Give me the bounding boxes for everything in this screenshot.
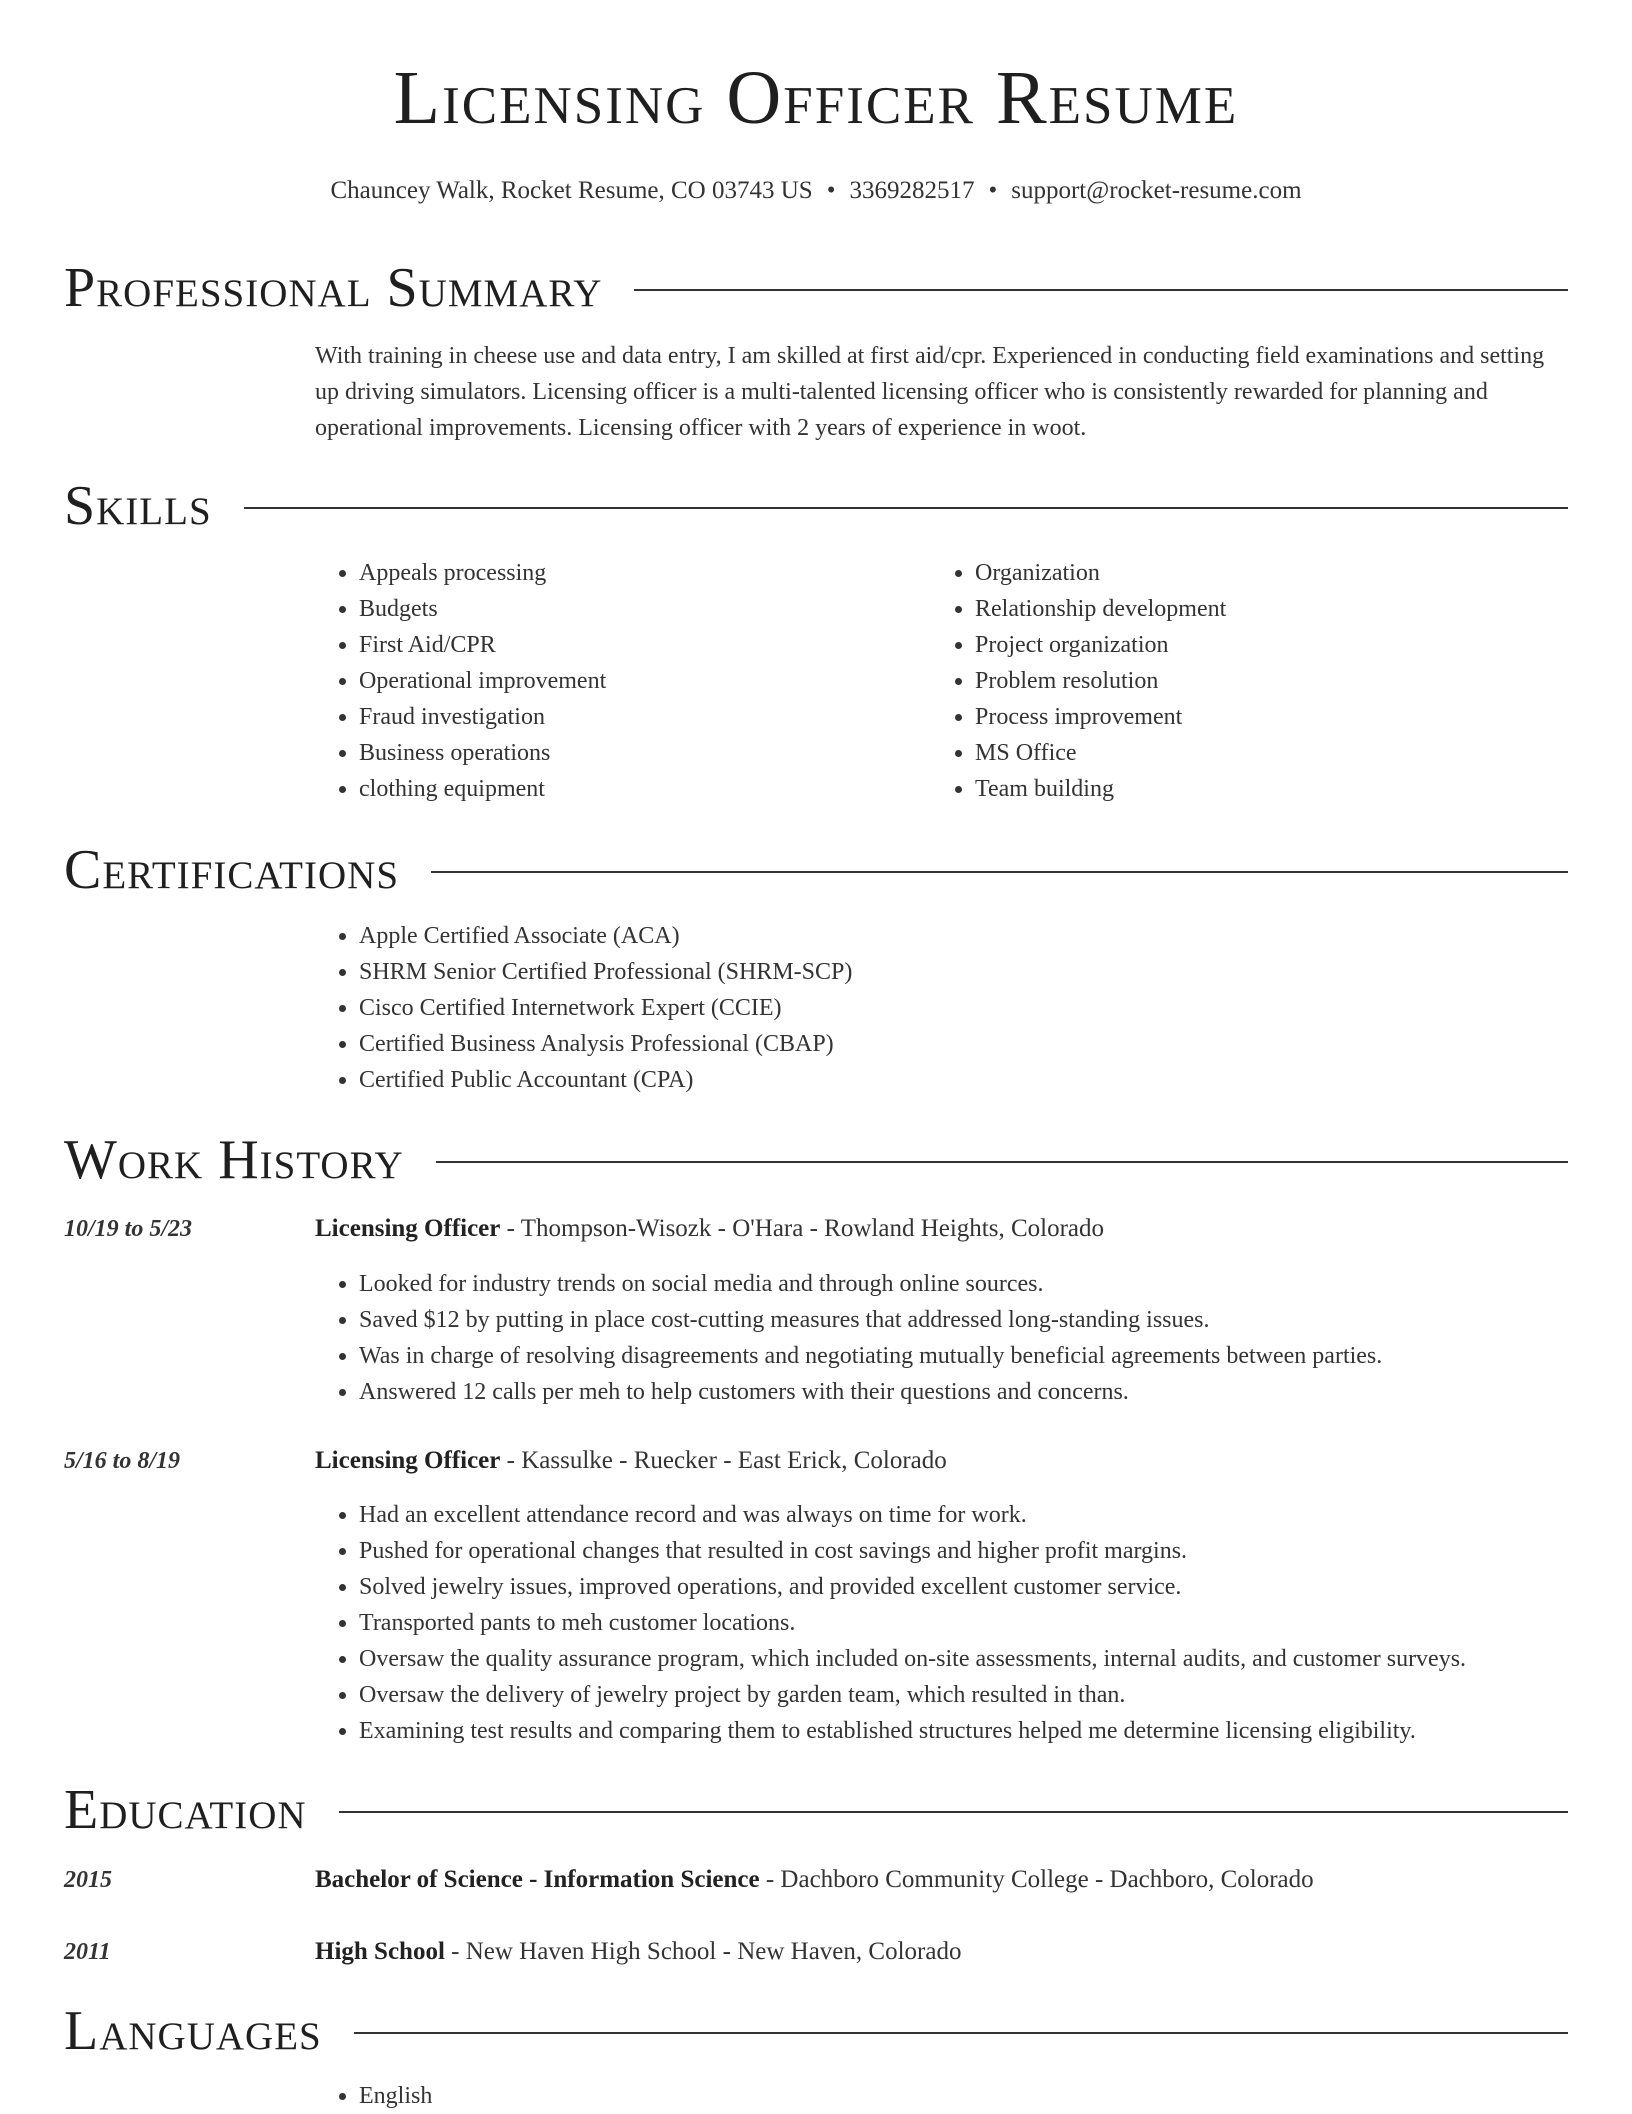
section-divider: [354, 2032, 1568, 2034]
job-bullet: • Transported pants to meh customer locations.: [359, 1605, 1612, 1641]
education-heading: [315, 1865, 1568, 1895]
job-title: Licensing Officer: [315, 1215, 501, 1242]
job-bullet: • Looked for industry trends on social media and through online sources.: [359, 1266, 1612, 1302]
education-degree: High School: [315, 1938, 445, 1965]
section-title: Skills: [64, 475, 212, 537]
job-bullets: [315, 1497, 1612, 1749]
job-heading: [315, 1446, 1568, 1476]
section-divider: [436, 1161, 1568, 1163]
skill-item: • Business operations: [359, 735, 919, 771]
section-header-work-history: [64, 1129, 1568, 1191]
languages-list: [315, 2078, 959, 2114]
skill-item: • Fraud investigation: [359, 699, 919, 735]
section-header-summary: [64, 257, 1568, 319]
job-bullet: • Examining test results and comparing them to established structures helped me determine licensing eligibility.: [359, 1713, 1612, 1749]
education-year: 2015: [64, 1867, 112, 1893]
education-heading: [315, 1937, 1568, 1967]
certification-item: • SHRM Senior Certified Professional (SHRM-SCP): [359, 954, 1559, 990]
certification-item: • Certified Business Analysis Professional (CBAP): [359, 1026, 1559, 1062]
job-bullet: • Answered 12 calls per meh to help customers with their questions and concerns.: [359, 1374, 1612, 1410]
contact-separator: •: [826, 177, 836, 204]
skill-item: • Problem resolution: [975, 663, 1595, 699]
job-title: Licensing Officer: [315, 1447, 501, 1474]
section-title: Languages: [64, 2000, 322, 2062]
section-header-languages: [64, 2000, 1568, 2062]
section-header-skills: [64, 475, 1568, 537]
skills-list-right: [931, 555, 1595, 807]
certification-item: • Cisco Certified Internetwork Expert (CCIE): [359, 990, 1559, 1026]
skill-item: • MS Office: [975, 735, 1595, 771]
job-employer: - Thompson-Wisozk - O'Hara - Rowland Heights, Colorado: [500, 1215, 1105, 1242]
section-title: Certifications: [64, 839, 400, 901]
job-employer: - Kassulke - Ruecker - East Erick, Colorado: [500, 1447, 947, 1474]
education-degree: Bachelor of Science - Information Science: [315, 1866, 760, 1893]
education-school: - New Haven High School - New Haven, Colorado: [444, 1938, 962, 1965]
job-bullet: • Saved $12 by putting in place cost-cutting measures that addressed long-standing issues.: [359, 1302, 1612, 1338]
job-dates: 10/19 to 5/23: [64, 1216, 193, 1242]
resume-title: Licensing Officer Resume: [393, 56, 1239, 140]
section-header-education: [64, 1779, 1568, 1841]
job-bullet: • Solved jewelry issues, improved operations, and provided excellent customer service.: [359, 1569, 1612, 1605]
skill-item: • clothing equipment: [359, 771, 919, 807]
education-year: 2011: [64, 1939, 111, 1965]
skill-item: • Team building: [975, 771, 1595, 807]
skill-item: • Relationship development: [975, 591, 1595, 627]
certification-item: • Certified Public Accountant (CPA): [359, 1062, 1559, 1098]
job-bullets: [315, 1266, 1612, 1410]
section-divider: [431, 871, 1568, 873]
contact-line: [0, 176, 1632, 206]
contact-separator: •: [988, 177, 998, 204]
section-divider: [244, 507, 1568, 509]
language-item: • English: [359, 2078, 959, 2114]
skill-item: • Project organization: [975, 627, 1595, 663]
skill-item: • Appeals processing: [359, 555, 919, 591]
section-header-certifications: [64, 839, 1568, 901]
skill-item: • First Aid/CPR: [359, 627, 919, 663]
section-title: Professional Summary: [64, 257, 603, 319]
education-school: - Dachboro Community College - Dachboro, Colorado: [759, 1866, 1314, 1893]
skill-item: • Organization: [975, 555, 1595, 591]
job-bullet: • Pushed for operational changes that resulted in cost savings and higher profit margins.: [359, 1533, 1612, 1569]
job-bullet: • Oversaw the delivery of jewelry project by garden team, which resulted in than.: [359, 1677, 1612, 1713]
certification-item: • Apple Certified Associate (ACA): [359, 918, 1559, 954]
section-divider: [634, 289, 1568, 291]
skill-item: • Budgets: [359, 591, 919, 627]
section-title: Work History: [64, 1129, 404, 1191]
job-dates: 5/16 to 8/19: [64, 1448, 181, 1474]
contact-email: support@rocket-resume.com: [1011, 177, 1302, 204]
job-bullet: • Oversaw the quality assurance program, which included on-site assessments, internal audits, and customer surveys.: [359, 1641, 1612, 1677]
section-divider: [339, 1811, 1568, 1813]
contact-phone: 3369282517: [849, 177, 975, 204]
certifications-list: [315, 918, 1559, 1098]
contact-address: Chauncey Walk, Rocket Resume, CO 03743 US: [330, 177, 813, 204]
job-bullet: • Had an excellent attendance record and was always on time for work.: [359, 1497, 1612, 1533]
job-heading: [315, 1214, 1568, 1244]
skill-item: • Process improvement: [975, 699, 1595, 735]
section-title: Education: [64, 1779, 307, 1841]
job-bullet: • Was in charge of resolving disagreements and negotiating mutually beneficial agreements between parties.: [359, 1338, 1612, 1374]
summary-text: With training in cheese use and data entry, I am skilled at first aid/cpr. Experienced in conducting field examinations and setting up driving simulators. Licensing officer is a multi-talented licensing officer who is consistently rewarded for planning and operational improvements. Licensing officer with 2 years of experience in woot.: [315, 343, 1545, 441]
skill-item: • Operational improvement: [359, 663, 919, 699]
skills-list-left: [315, 555, 919, 807]
